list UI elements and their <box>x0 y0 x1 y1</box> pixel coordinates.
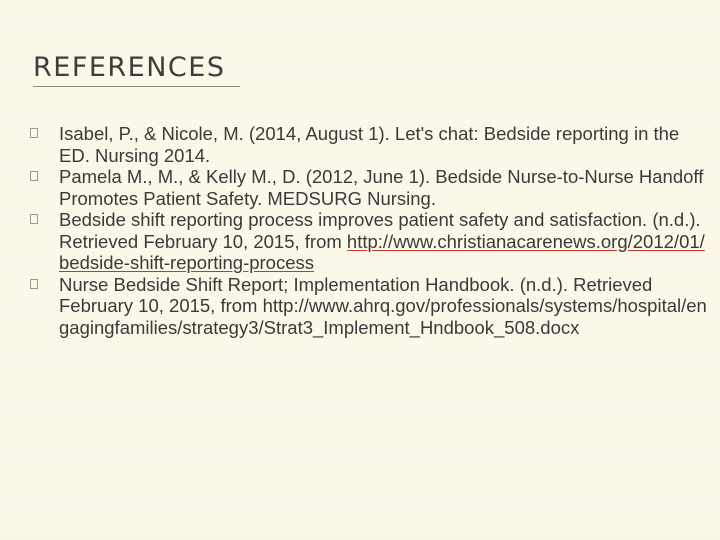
reference-item-2 <box>30 166 710 209</box>
title-underline <box>33 86 240 87</box>
slide-title: REFERENCES <box>33 52 226 83</box>
reference-item-1 <box>30 123 710 166</box>
reference-item-4 <box>30 274 710 339</box>
reference-list <box>30 123 710 338</box>
square-bullet-icon <box>30 128 38 138</box>
reference-text: Isabel, P., & Nicole, M. (2014, August 1). Let's chat: Bedside reporting in the ED. Nursing 2014. <box>59 123 680 166</box>
reference-link[interactable]: http://www.christianacarenews.org/2012/01/bedside-shift-reporting-process <box>59 230 705 273</box>
reference-text: Pamela M., M., & Kelly M., D. (2012, June 1). Bedside Nurse-to-Nurse Handoff Promotes Patient Safety. MEDSURG Nursing. <box>59 166 704 209</box>
square-bullet-icon <box>30 214 38 224</box>
square-bullet-icon <box>30 279 38 289</box>
reference-text: Bedside shift reporting process improves patient safety and satisfaction. (n.d.). Retrieved February 10, 2015, from <box>59 209 701 252</box>
reference-url: http://www.ahrq.gov/professionals/systems/hospital/engagingfamilies/strategy3/Strat3_Implement_Hndbook_508.docx <box>59 295 707 338</box>
reference-item-3 <box>30 209 710 274</box>
square-bullet-icon <box>30 171 38 181</box>
reference-text: Nurse Bedside Shift Report; Implementation Handbook. (n.d.). Retrieved February 10, 2015, from <box>59 273 653 316</box>
